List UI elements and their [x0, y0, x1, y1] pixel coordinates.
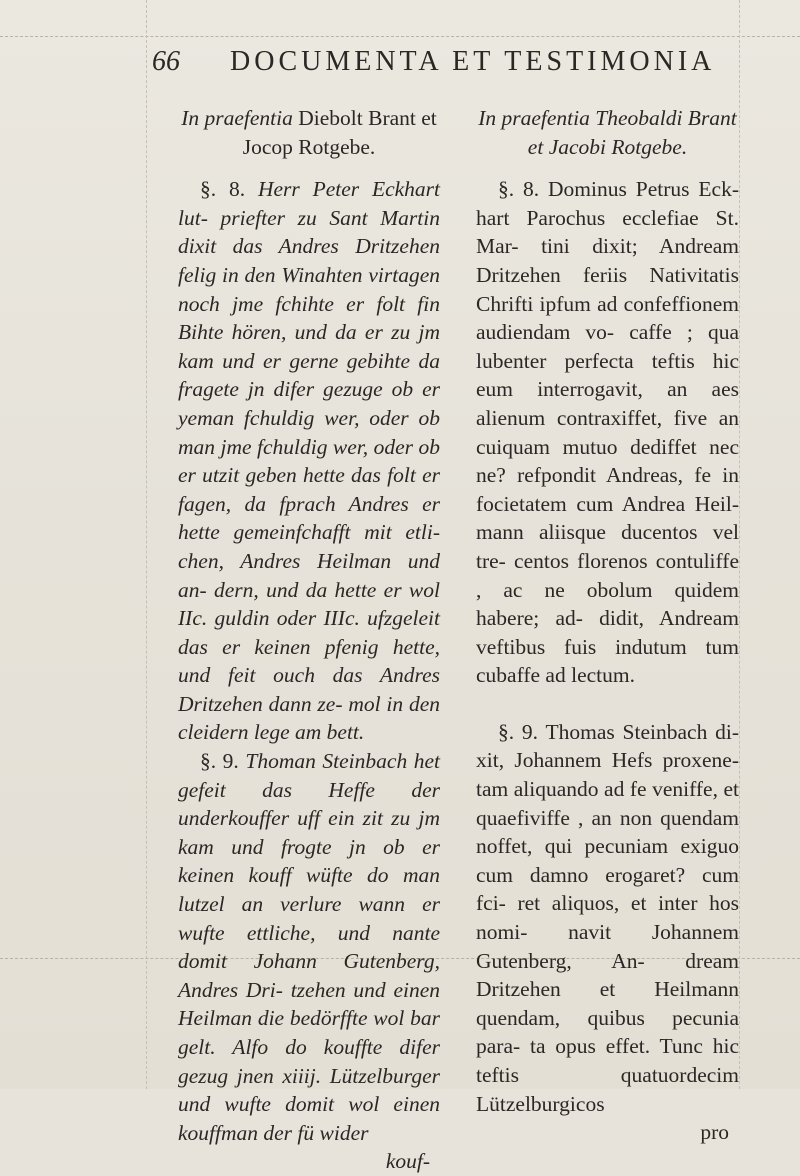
page-number: 66 [152, 46, 180, 77]
running-title: DOCUMENTA ET TESTIMONIA [230, 46, 716, 77]
german-paragraph-9 [178, 747, 440, 1147]
paragraph-text: Dominus Petrus Eck- hart Parochus ecclefiae St. Mar- tini dixit; Andream Dritzehen feriis Nativitatis Chrifti ipfum ad confeffionem audiendam vo- caffe ; qua lubenter perfecta teftis hic eum interrogavit, an aes alienum contraxiffet, five an cuiquam mutuo dediffet nec ne? refpondit Andreas, fe in focietatem cum Andrea Heil- mann aliisque ducentos vel tre- centos florenos contuliffe , ac ne obolum quidem habere; ad- didit, Andream veftibus fuis indutum tum cubaffe ad lectum. [476, 177, 739, 688]
page-header [150, 46, 730, 86]
fold-line-left [146, 0, 147, 1089]
german-paragraph-8 [178, 175, 440, 747]
section-number: §. 8. [200, 177, 246, 202]
fold-line-top [0, 36, 800, 37]
section-number: §. 9. [200, 749, 239, 774]
latin-heading: In praefentia Theobaldi Brant et Jacobi Rotgebe. [478, 106, 737, 159]
section-number: §. 9. [498, 719, 539, 744]
german-catchword: kouf- [385, 1149, 430, 1174]
german-column [178, 104, 440, 1176]
latin-paragraph-9 [476, 718, 739, 1118]
german-heading-names: Diebolt Brant et Jocop Rotgebe. [242, 106, 437, 159]
latin-column [476, 104, 739, 1147]
paragraph-text: Thoman Steinbach het gefeit das Heffe der underkouffer uff ein zit zu jm kam und frogte jn ob er keinen kouff wüfte do man lutzel an verlure wann er wufte ettliche, und nante domit Johann Gutenberg, Andres Dri- tzehen und einen Heilman die bedörffte wol bar gelt. Alfo do kouffte difer gezug jnen xiiij. Lützelburger und wufte domit wol einen kouffman der fü wider [178, 749, 441, 1145]
latin-catchword: pro [700, 1120, 729, 1145]
latin-paragraph-8 [476, 175, 739, 690]
fold-line-right [739, 0, 740, 1089]
section-number: §. 8. [498, 177, 540, 202]
paragraph-gap [476, 690, 739, 718]
german-heading-italic: In praefentia [181, 106, 293, 130]
german-heading [178, 104, 440, 161]
paragraph-text: Thomas Steinbach di- xit, Johannem Hefs proxene- tam aliquando ad fe veniffe, et quaefiviffe , an non quendam noffet, qui pecuniam exiguo cum damno erogaret? cum fci- ret aliquos, et inter hos nomi- navit Johannem Gutenberg, An- dream Dritzehen et Heilmann quendam, quibus pecunia para- ta opus effet. Tunc hic teftis quatuordecim Lützelburgicos [476, 719, 739, 1116]
paragraph-text: Herr Peter Eckhart lut- priefter zu Sant Martin dixit das Andres Dritzehen felig in den Winahten virtagen noch jme fchihte er folt fin Bihte hören, und da er zu jm kam und er gerne gebihte da fragete jn difer gezuge ob er yeman fchuldig wer, oder ob man jme fchuldig wer, oder ob er utzit geben hette das folt er fagen, da fprach Andres er hette gemeinfchafft mit etli- chen, Andres Heilman und an- dern, und da hette er wol IIc. guldin oder IIIc. ufzgeleit das er keinen pfenig hette, und feit ouch das Andres Dritzehen dann ze- mol in den cleidern lege am bett. [178, 177, 441, 745]
